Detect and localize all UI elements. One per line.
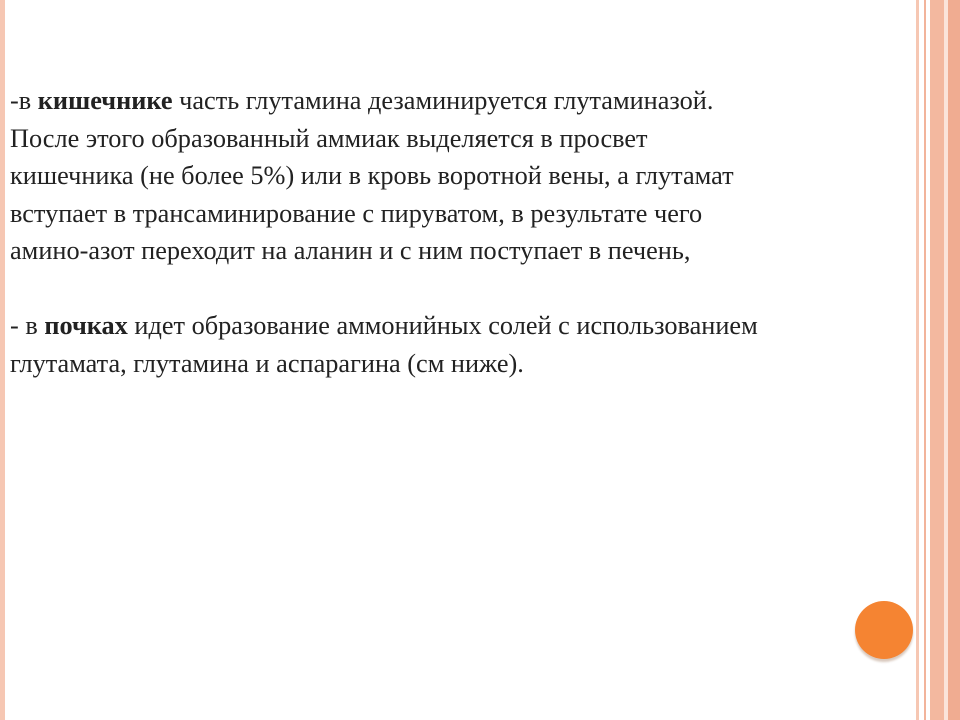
text-run: - в — [10, 311, 45, 340]
paragraph-intestine — [10, 82, 920, 270]
text-line — [10, 120, 920, 158]
orange-circle-decoration — [855, 601, 913, 659]
text-line — [10, 82, 920, 120]
text-line — [10, 232, 920, 270]
text-run: вступает в трансаминирование с пируватом, в результате чего — [10, 198, 703, 228]
text-line — [10, 157, 920, 195]
text-line — [10, 307, 920, 345]
stripe — [930, 0, 944, 720]
slide-body-text — [10, 82, 920, 382]
text-line — [10, 345, 920, 383]
text-run: часть глутамина дезаминируется глутаминазой. — [172, 86, 714, 115]
text-run: кишечника (не более 5%) или в кровь воротной вены, а глутамат — [10, 161, 734, 190]
text-line — [10, 195, 920, 233]
paragraph-kidneys — [10, 307, 920, 382]
text-run: глутамата, глутамина и аспарагина (см ниже). — [10, 348, 524, 378]
text-run: амино-азот переходит на аланин и с ним поступает в печень, — [10, 236, 691, 265]
emphasis-intestine: кишечнике — [37, 86, 173, 115]
stripe — [948, 0, 960, 720]
emphasis-kidneys: почках — [44, 311, 128, 340]
stripe — [924, 0, 926, 720]
right-decorative-stripes — [916, 0, 960, 720]
left-border-rule — [0, 0, 5, 720]
text-run: После этого образованный аммиак выделяется в просвет — [10, 123, 648, 153]
text-run: идет образование аммонийных солей с использованием — [127, 311, 758, 340]
text-run: -в — [10, 86, 38, 115]
